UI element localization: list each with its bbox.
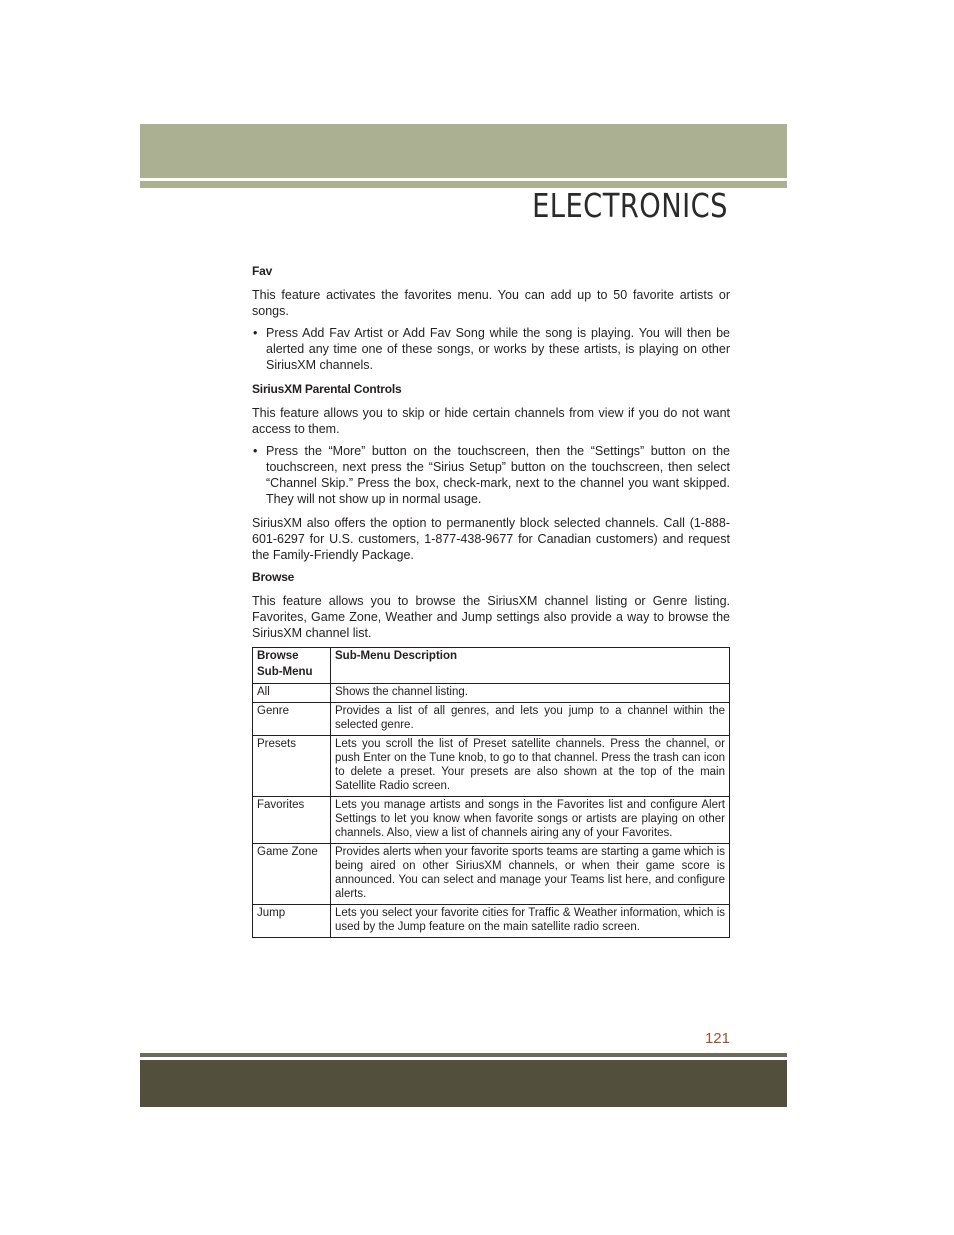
page-number: 121 [704, 1030, 730, 1047]
table-header-submenu [253, 648, 331, 684]
fav-heading: Fav [252, 264, 273, 278]
table-row [253, 736, 730, 797]
table-cell-menu: All [253, 684, 331, 703]
table-row [253, 684, 730, 703]
parental-bullet-list [252, 443, 730, 507]
table-cell-description: Lets you scroll the list of Preset satellite channels. Press the channel, or push Enter on the Tune knob, to go to that channel. Press the trash can icon to delete a preset. Your presets are also shown at the top of the main Satellite Radio screen. [331, 736, 730, 797]
parental-bullet: • Press the “More” button on the touchscreen, then the “Settings” button on the touchscreen, next press the “Sirius Setup” button on the touchscreen, then select “Channel Skip.” Press the box, check-mark, next to the channel you want skipped. They will not show up in normal usage. [252, 443, 730, 507]
footer-band [140, 1060, 787, 1107]
table-row [253, 797, 730, 844]
table-row [253, 703, 730, 736]
parental-intro: This feature allows you to skip or hide certain channels from view if you do not want access to them. [252, 406, 730, 436]
table-header-description: Sub-Menu Description [331, 648, 730, 684]
fav-bullet-list [252, 325, 730, 373]
fav-intro: This feature activates the favorites menu. You can add up to 50 favorite artists or songs. [252, 288, 730, 318]
header-band [140, 124, 787, 178]
table-cell-menu: Jump [253, 905, 331, 938]
table-cell-menu: Game Zone [253, 844, 331, 905]
footer-rule [140, 1053, 787, 1057]
table-row [253, 905, 730, 938]
table-cell-description: Provides alerts when your favorite sports teams are starting a game which is being aired on other SiriusXM channels, or when their game score is announced. You can select and manage your Teams list here, and configure alerts. [331, 844, 730, 905]
table-header-submenu-line1: Browse [257, 650, 299, 662]
table-cell-menu: Genre [253, 703, 331, 736]
parental-note: SiriusXM also offers the option to permanently block selected channels. Call (1-888-601-6297 for U.S. customers, 1-877-438-9677 for Canadian customers) and request the Family-Friendly Package. [252, 516, 730, 562]
fav-bullet: • Press Add Fav Artist or Add Fav Song while the song is playing. You will then be alerted any time one of these songs, or works by these artists, is playing on other SiriusXM channels. [252, 325, 730, 373]
table-cell-menu: Favorites [253, 797, 331, 844]
section-title: ELECTRONICS [532, 186, 728, 225]
browse-submenu-table [252, 647, 730, 938]
browse-heading: Browse [252, 570, 295, 584]
table-cell-description: Shows the channel listing. [331, 684, 730, 703]
table-header-row [253, 648, 730, 684]
parental-heading: SiriusXM Parental Controls [252, 382, 402, 396]
table-cell-description: Provides a list of all genres, and lets you jump to a channel within the selected genre. [331, 703, 730, 736]
page-content [252, 263, 730, 938]
table-header-submenu-line2: Sub-Menu [257, 665, 313, 678]
table-cell-menu: Presets [253, 736, 331, 797]
table-row [253, 844, 730, 905]
table-cell-description: Lets you select your favorite cities for Traffic & Weather information, which is used by the Jump feature on the main satellite radio screen. [331, 905, 730, 938]
table-cell-description: Lets you manage artists and songs in the Favorites list and configure Alert Settings to let you know when favorite songs or artists are playing on other channels. Also, view a list of channels airing any of your Favorites. [331, 797, 730, 844]
browse-intro: This feature allows you to browse the SiriusXM channel listing or Genre listing. Favorites, Game Zone, Weather and Jump settings also provide a way to browse the SiriusXM channel list. [252, 594, 730, 640]
